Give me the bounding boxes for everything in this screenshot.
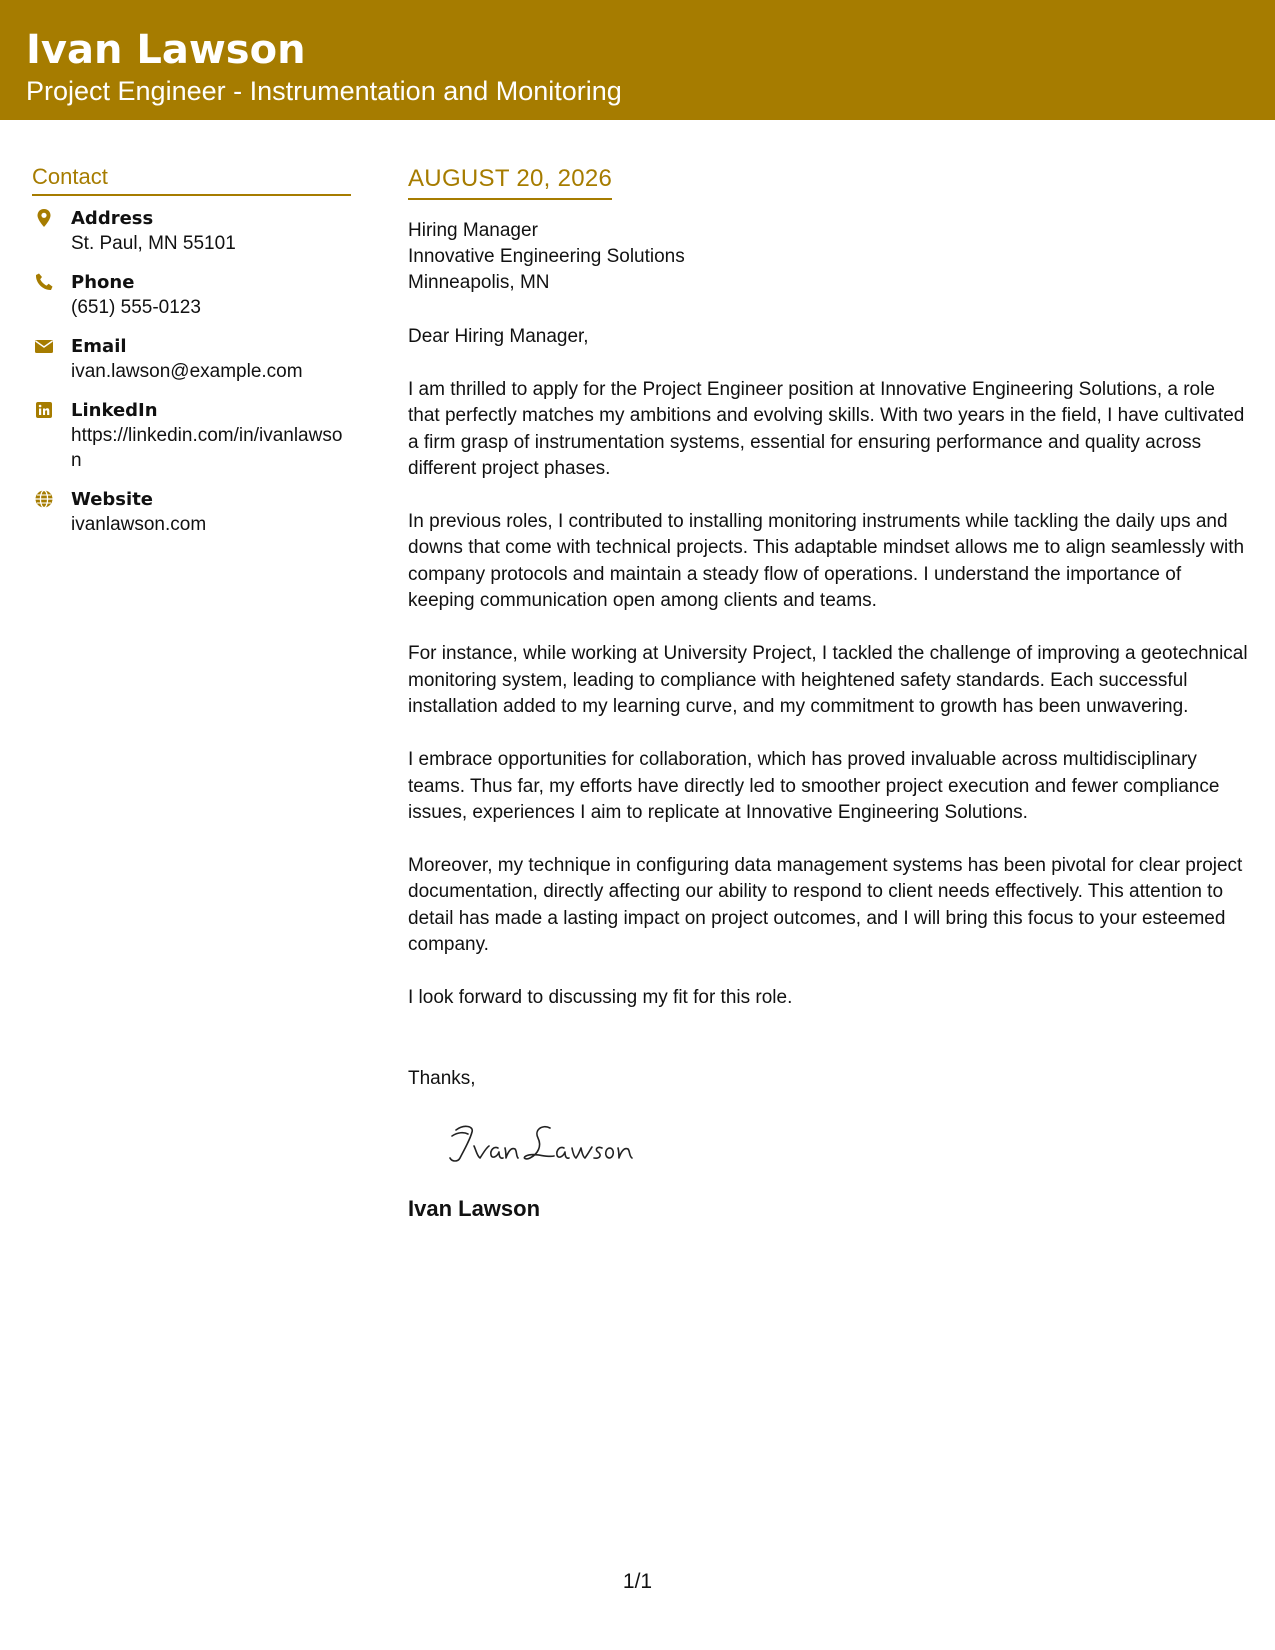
recipient-company: Innovative Engineering Solutions	[408, 246, 685, 267]
recipient-location: Minneapolis, MN	[408, 272, 550, 293]
contact-label: Address	[71, 208, 154, 229]
contact-value: (651) 555-0123	[71, 297, 201, 318]
letter-paragraph: I look forward to discussing my fit for this role.	[408, 987, 793, 1009]
letter-paragraph: Moreover, my technique in configuring data management systems has been pivotal for clear project documentation, directly affecting our ability to respond to client needs effectively. This attention to detail has made a lasting impact on project outcomes, and I will bring this focus to your esteemed company.	[408, 855, 1243, 956]
contact-label: Website	[71, 489, 154, 510]
header-banner	[0, 0, 1275, 120]
handwritten-signature	[442, 1116, 642, 1172]
contact-address	[32, 206, 351, 256]
contact-website	[32, 487, 351, 537]
contact-heading: Contact	[32, 160, 351, 196]
contact-label: LinkedIn	[71, 400, 158, 421]
letter-body	[408, 162, 1251, 1224]
email-icon	[34, 336, 54, 356]
letter-paragraph: I embrace opportunities for collaboration, which has proved invaluable across multidisciplinary teams. Thus far, my efforts have directly led to smoother project execution and fewer compliance issues, experiences I aim to replicate at Innovative Engineering Solutions.	[408, 749, 1220, 823]
salutation: Dear Hiring Manager,	[408, 326, 589, 347]
recipient-title: Hiring Manager	[408, 220, 538, 241]
globe-icon	[34, 489, 54, 509]
map-pin-icon	[34, 208, 54, 228]
signer-name: Ivan Lawson	[408, 1195, 541, 1221]
candidate-name: Ivan Lawson	[26, 27, 306, 73]
linkedin-icon	[34, 400, 54, 420]
phone-icon	[34, 272, 54, 292]
page-number: 1/1	[622, 1570, 653, 1593]
linkedin-link[interactable]: https://linkedin.com/in/ivanlawson	[71, 425, 343, 471]
contact-sidebar	[32, 160, 351, 551]
website-link[interactable]: ivanlawson.com	[71, 514, 207, 535]
candidate-title: Project Engineer - Instrumentation and Monitoring	[26, 76, 622, 106]
recipient-block	[408, 218, 1251, 296]
closing: Thanks,	[408, 1067, 476, 1089]
contact-label: Email	[71, 336, 127, 357]
contact-email	[32, 334, 351, 384]
contact-phone	[32, 270, 351, 320]
letter-date: AUGUST 20, 2026	[408, 162, 612, 200]
letter-paragraph: For instance, while working at University Project, I tackled the challenge of improving a geotechnical monitoring system, leading to compliance with heightened safety standards. Each successful installation added to my learning curve, and my commitment to growth has been unwavering.	[408, 643, 1248, 717]
email-link[interactable]: ivan.lawson@example.com	[71, 361, 303, 382]
contact-linkedin	[32, 398, 351, 473]
contact-value: St. Paul, MN 55101	[71, 233, 236, 254]
letter-paragraph: I am thrilled to apply for the Project Engineer position at Innovative Engineering Solutions, a role that perfectly matches my ambitions and evolving skills. With two years in the field, I have cultivated a firm grasp of instrumentation systems, essential for ensuring performance and quality across different project phases.	[408, 379, 1245, 479]
contact-label: Phone	[71, 272, 135, 293]
letter-paragraph: In previous roles, I contributed to installing monitoring instruments while tackling the daily ups and downs that come with technical projects. This adaptable mindset allows me to align seamlessly with company protocols and maintain a steady flow of operations. I understand the importance of keeping communication open among clients and teams.	[408, 511, 1245, 612]
